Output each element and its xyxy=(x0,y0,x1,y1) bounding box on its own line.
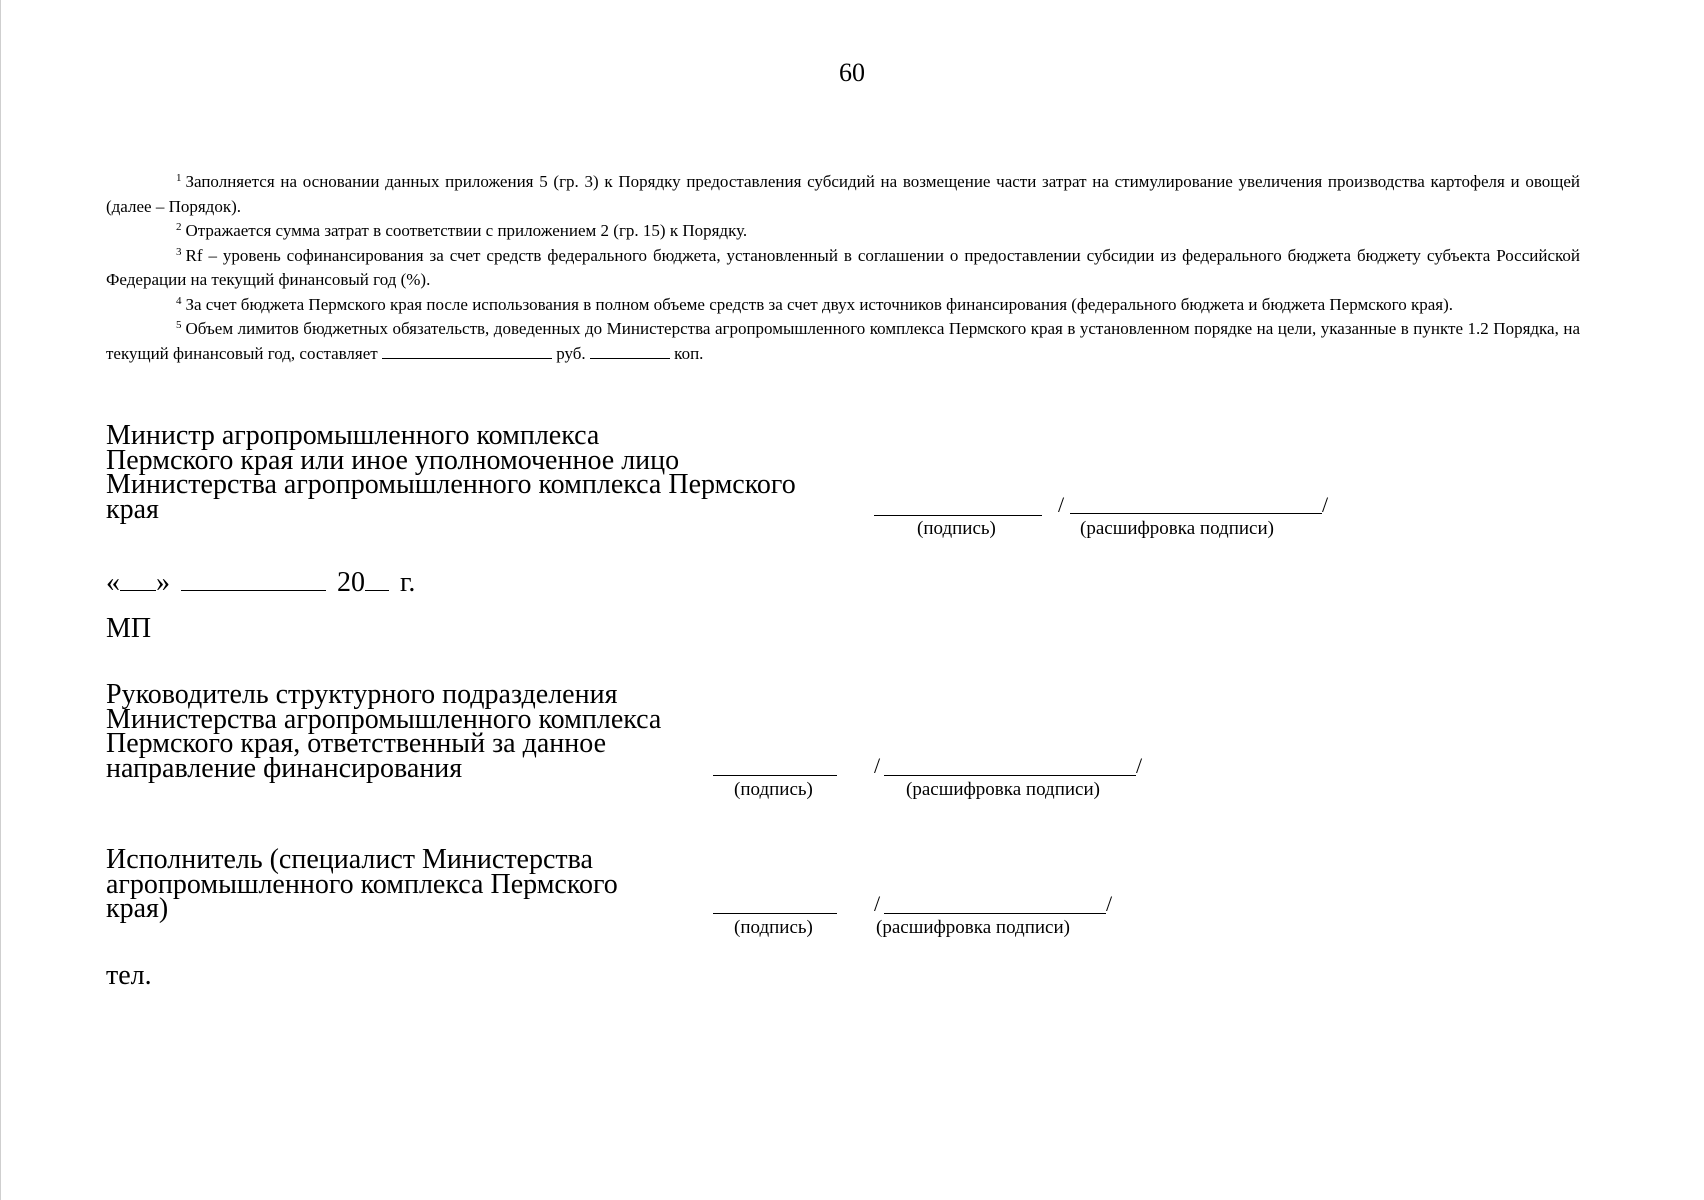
signature-caption: (подпись) xyxy=(734,779,813,800)
slash: / xyxy=(1058,492,1065,517)
head-signature-line xyxy=(713,775,837,776)
date-close-quote: » xyxy=(156,567,170,598)
footnote-1 xyxy=(106,170,1580,219)
footnote-4 xyxy=(106,293,1580,318)
footnote-mark: 1 xyxy=(176,172,182,184)
slash: / xyxy=(1106,891,1113,916)
executor-signature-line xyxy=(713,913,837,914)
decode-caption: (расшифровка подписи) xyxy=(876,917,1070,938)
footnote-2 xyxy=(106,219,1580,244)
head-title xyxy=(106,679,662,784)
minister-title-line: края xyxy=(106,493,159,525)
month-blank xyxy=(181,568,326,591)
head-decode-line xyxy=(884,775,1136,776)
footnote-3 xyxy=(106,244,1580,293)
year-suffix: г. xyxy=(400,567,416,598)
footnote-mark: 2 xyxy=(176,221,182,233)
signature-caption: (подпись) xyxy=(734,917,813,938)
day-blank xyxy=(120,568,156,591)
footnote-text: Rf – уровень софинансирования за счет средств федерального бюджета, установленный в соглашении о предоставлении субсидии из федерального бюджета бюджету субъекта Российской Федерации на текущий финансовый год (%). xyxy=(106,245,1580,289)
stamp-label: МП xyxy=(106,613,152,644)
executor-title-line: края) xyxy=(106,893,169,924)
slash: / xyxy=(1136,753,1143,778)
head-title-line: направление финансирования xyxy=(106,752,463,784)
executor-decode-line xyxy=(884,913,1106,914)
year-blank xyxy=(365,568,389,591)
date-line xyxy=(106,568,415,598)
head-title-line: Руководитель структурного подразделения xyxy=(106,679,618,710)
footnote-text: Отражается сумма затрат в соответствии с приложением 2 (гр. 15) к Порядку. xyxy=(185,221,748,240)
footnote-text: Заполняется на основании данных приложения 5 (гр. 3) к Порядку предоставления субсидий на возмещение части затрат на стимулирование увеличения производства картофеля и овощей (далее – Порядок). xyxy=(106,172,1580,216)
slash: / xyxy=(874,891,881,916)
amount-kop-blank xyxy=(590,343,670,359)
executor-title-line: агропромышленного комплекса Пермского xyxy=(106,868,618,900)
executor-title xyxy=(106,844,618,924)
phone-label: тел. xyxy=(106,960,152,991)
signature-caption: (подпись) xyxy=(917,518,996,539)
head-title-line: Министерства агропромышленного комплекса xyxy=(106,703,662,735)
page-number: 60 xyxy=(839,58,865,87)
footnote-mark: 3 xyxy=(176,245,182,258)
minister-signature-line xyxy=(874,515,1042,516)
kop-label: коп. xyxy=(674,343,704,363)
decode-caption: (расшифровка подписи) xyxy=(1080,518,1274,539)
footnote-mark: 4 xyxy=(176,294,182,307)
slash: / xyxy=(1322,492,1329,517)
rub-label: руб. xyxy=(556,343,586,363)
minister-title-line: Пермского края или иное уполномоченное лицо xyxy=(106,444,680,476)
footnote-mark: 5 xyxy=(176,319,182,331)
footnote-text: Объем лимитов бюджетных обязательств, доведенных до Министерства агропромышленного комплекса Пермского края в установленном порядке на цели, указанные в пункте 1.2 Порядка, на текущий финансовый год, составляет xyxy=(106,319,1580,363)
decode-caption: (расшифровка подписи) xyxy=(906,779,1100,800)
year-prefix: 20 xyxy=(337,567,365,598)
slash: / xyxy=(874,753,881,778)
minister-title-line: Министерства агропромышленного комплекса Пермского xyxy=(106,469,796,500)
executor-title-line: Исполнитель (специалист Министерства xyxy=(106,844,593,875)
footnote-5 xyxy=(106,317,1580,366)
date-open-quote: « xyxy=(106,567,120,598)
minister-decode-line xyxy=(1070,513,1322,514)
amount-rub-blank xyxy=(382,343,552,359)
head-title-line: Пермского края, ответственный за данное xyxy=(106,728,606,759)
minister-title-line: Министр агропромышленного комплекса xyxy=(106,420,600,451)
footnotes xyxy=(106,170,1580,366)
footnote-text: За счет бюджета Пермского края после использования в полном объеме средств за счет двух источников финансирования (федерального бюджета и бюджета Пермского края). xyxy=(185,294,1453,314)
minister-title xyxy=(106,420,796,525)
